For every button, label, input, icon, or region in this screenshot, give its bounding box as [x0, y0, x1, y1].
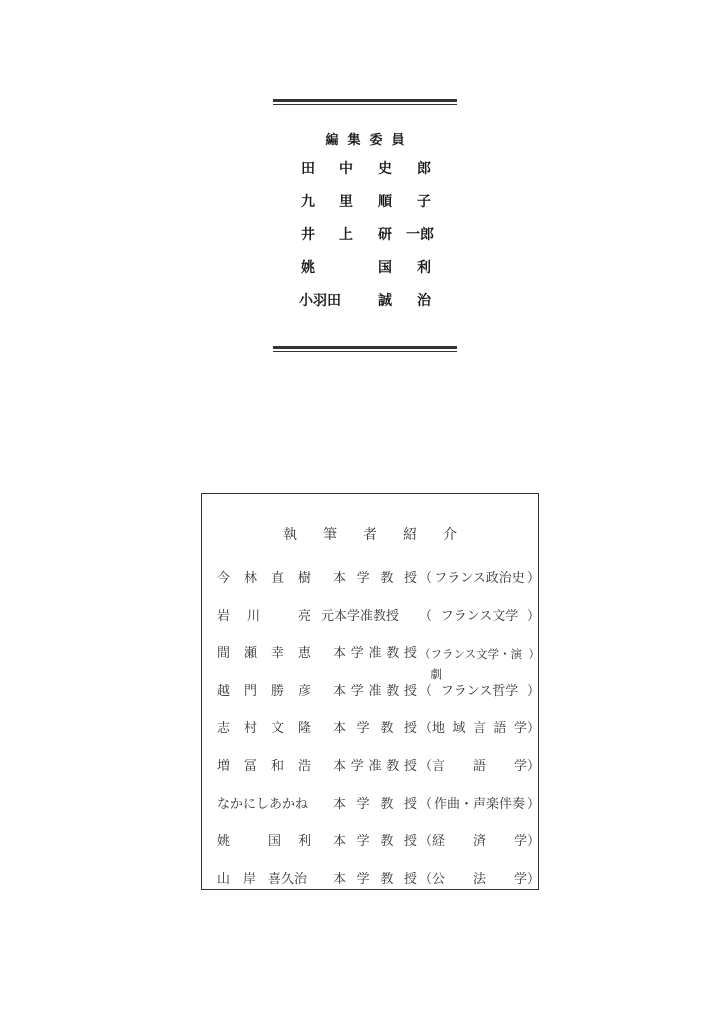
author-field: （ 地 域 言 語 学 ）	[419, 721, 540, 737]
committee-name-part: 順	[378, 194, 392, 210]
author-row	[217, 832, 540, 870]
committee-name-part: 上	[339, 227, 353, 243]
author-name: 増 冨 和 浩	[217, 758, 311, 774]
author-row	[217, 569, 540, 607]
committee-member	[280, 284, 450, 317]
author-row	[217, 870, 540, 908]
author-row	[217, 607, 540, 645]
committee-member	[280, 152, 450, 185]
author-position: 元本学准教授	[321, 608, 400, 624]
committee-name-part: 中	[339, 161, 353, 177]
committee-name-part: 小羽田	[299, 293, 341, 309]
author-name: 越 門 勝 彦	[217, 683, 311, 699]
author-name: 山 岸 喜久治	[217, 871, 308, 887]
committee-name-part: 九	[301, 194, 315, 210]
author-name: 今 林 直 樹	[217, 571, 311, 586]
committee-name-part: 井	[301, 227, 315, 243]
author-name: なかにしあかね	[217, 796, 309, 812]
author-field: （ フランス政治史 ）	[419, 571, 540, 586]
committee-name-part: 里	[339, 194, 353, 210]
author-introduction-box	[201, 493, 539, 890]
author-row	[217, 719, 540, 757]
committee-title: 編集委員	[325, 133, 414, 148]
author-position: 本 学 准 教 授	[333, 683, 417, 699]
committee-member	[280, 218, 450, 251]
author-field: （ 言 語 学 ）	[419, 758, 540, 774]
author-name: 姚 国 利	[217, 834, 311, 850]
author-field: （ フランス文学 ）	[419, 608, 540, 624]
author-position: 本 学 教 授	[333, 871, 417, 887]
author-position: 本 学 教 授	[333, 796, 417, 812]
committee-name-part: 郎	[417, 161, 431, 177]
author-row	[217, 757, 540, 795]
author-position: 本 学 教 授	[333, 834, 417, 850]
authors-title: 執筆者紹介	[283, 527, 483, 543]
committee-name-part: 誠	[378, 293, 392, 309]
committee-name-part: 一郎	[406, 227, 434, 243]
author-name: 岩 川 亮	[217, 608, 311, 624]
author-field: （ 公 法 学 ）	[419, 871, 540, 887]
author-position: 本 学 准 教 授	[333, 758, 417, 774]
top-double-rule	[273, 99, 457, 105]
committee-name-part: 治	[417, 293, 431, 309]
committee-name-part: 姚	[301, 260, 315, 276]
author-position: 本 学 准 教 授	[333, 646, 417, 662]
author-row	[217, 682, 540, 720]
author-position: 本 学 教 授	[333, 721, 417, 737]
editorial-committee	[280, 130, 450, 317]
author-field: （ フランス哲学 ）	[419, 683, 540, 699]
committee-name-part: 田	[301, 161, 315, 177]
committee-name-part: 国	[378, 260, 392, 276]
committee-member	[280, 251, 450, 284]
committee-name-part: 子	[417, 194, 431, 210]
bottom-double-rule	[273, 346, 457, 352]
author-field: （ フランス文学・演劇 ）	[419, 647, 540, 682]
committee-members	[280, 152, 450, 317]
committee-name-part: 史	[378, 161, 392, 177]
authors-list	[217, 569, 540, 907]
author-row	[217, 644, 540, 682]
author-row	[217, 795, 540, 833]
committee-member	[280, 185, 450, 218]
committee-name-part: 研	[378, 227, 392, 243]
author-field: （ 経 済 学 ）	[419, 834, 540, 850]
committee-name-part: 利	[417, 260, 431, 276]
author-name: 志 村 文 隆	[217, 721, 311, 737]
author-position: 本 学 教 授	[333, 571, 417, 586]
author-field: （ 作曲・声楽伴奏 ）	[419, 796, 540, 812]
author-name: 間 瀬 幸 恵	[217, 646, 311, 662]
